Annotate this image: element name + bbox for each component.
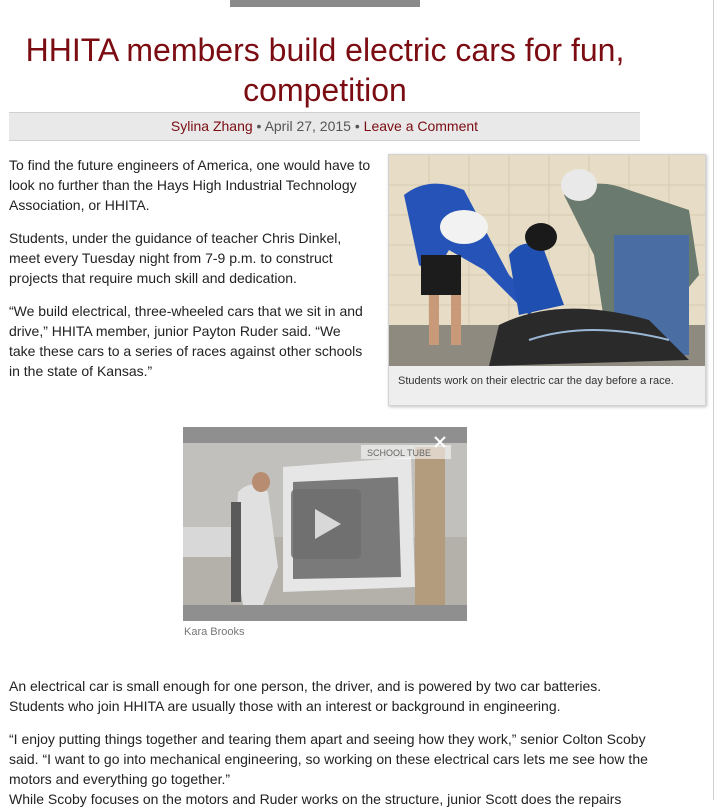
photo-figure bbox=[388, 154, 706, 406]
body-paragraph: “I enjoy putting things together and tearing them apart and seeing how they work,” senior Colton Scoby said. “I want to go into mechanical engineering, so working on these electrical cars lets me see how the motors and everything go together.” bbox=[9, 731, 648, 787]
article-body bbox=[9, 676, 649, 809]
video-watermark: SCHOOL TUBE bbox=[367, 448, 432, 458]
photo-caption: Students work on their electric car the day before a race. bbox=[398, 375, 674, 387]
video-player[interactable] bbox=[183, 427, 467, 621]
top-tab-bar bbox=[230, 0, 420, 7]
page-edge-rule bbox=[713, 0, 714, 800]
byline-separator-2: • bbox=[354, 118, 360, 134]
body-paragraph: While Scoby focuses on the motors and Ruder works on the structure, junior Scott does the repairs bbox=[9, 791, 622, 807]
intro-paragraph: “We build electrical, three-wheeled cars that we sit in and drive,” HHITA member, junior Payton Ruder said. “We take these cars to a series of races against other schools in the state of Kansas.” bbox=[9, 303, 363, 379]
intro-paragraph: Students, under the guidance of teacher Chris Dinkel, meet every Tuesday night from 7-9 p.m. to construct projects that require much skill and dedication. bbox=[9, 230, 342, 286]
leave-comment-link[interactable]: Leave a Comment bbox=[363, 118, 479, 134]
students-photo[interactable] bbox=[389, 155, 705, 366]
video-thumbnail[interactable] bbox=[183, 427, 467, 621]
byline-bar bbox=[9, 112, 640, 141]
publish-date: April 27, 2015 bbox=[264, 118, 351, 134]
article-title: HHITA members build electric cars for fun, competition bbox=[25, 32, 625, 108]
intro-text bbox=[9, 155, 371, 394]
video-credit: Kara Brooks bbox=[184, 626, 245, 638]
intro-paragraph: To find the future engineers of America, one would have to look no further than the Hays High Industrial Technology Association, or HHITA. bbox=[9, 157, 371, 213]
body-paragraph: An electrical car is small enough for one person, the driver, and is powered by two car batteries. Students who join HHITA are usually those with an interest or background in engineering. bbox=[9, 678, 602, 714]
byline-separator: • bbox=[256, 118, 262, 134]
author-link[interactable]: Sylina Zhang bbox=[170, 118, 253, 134]
